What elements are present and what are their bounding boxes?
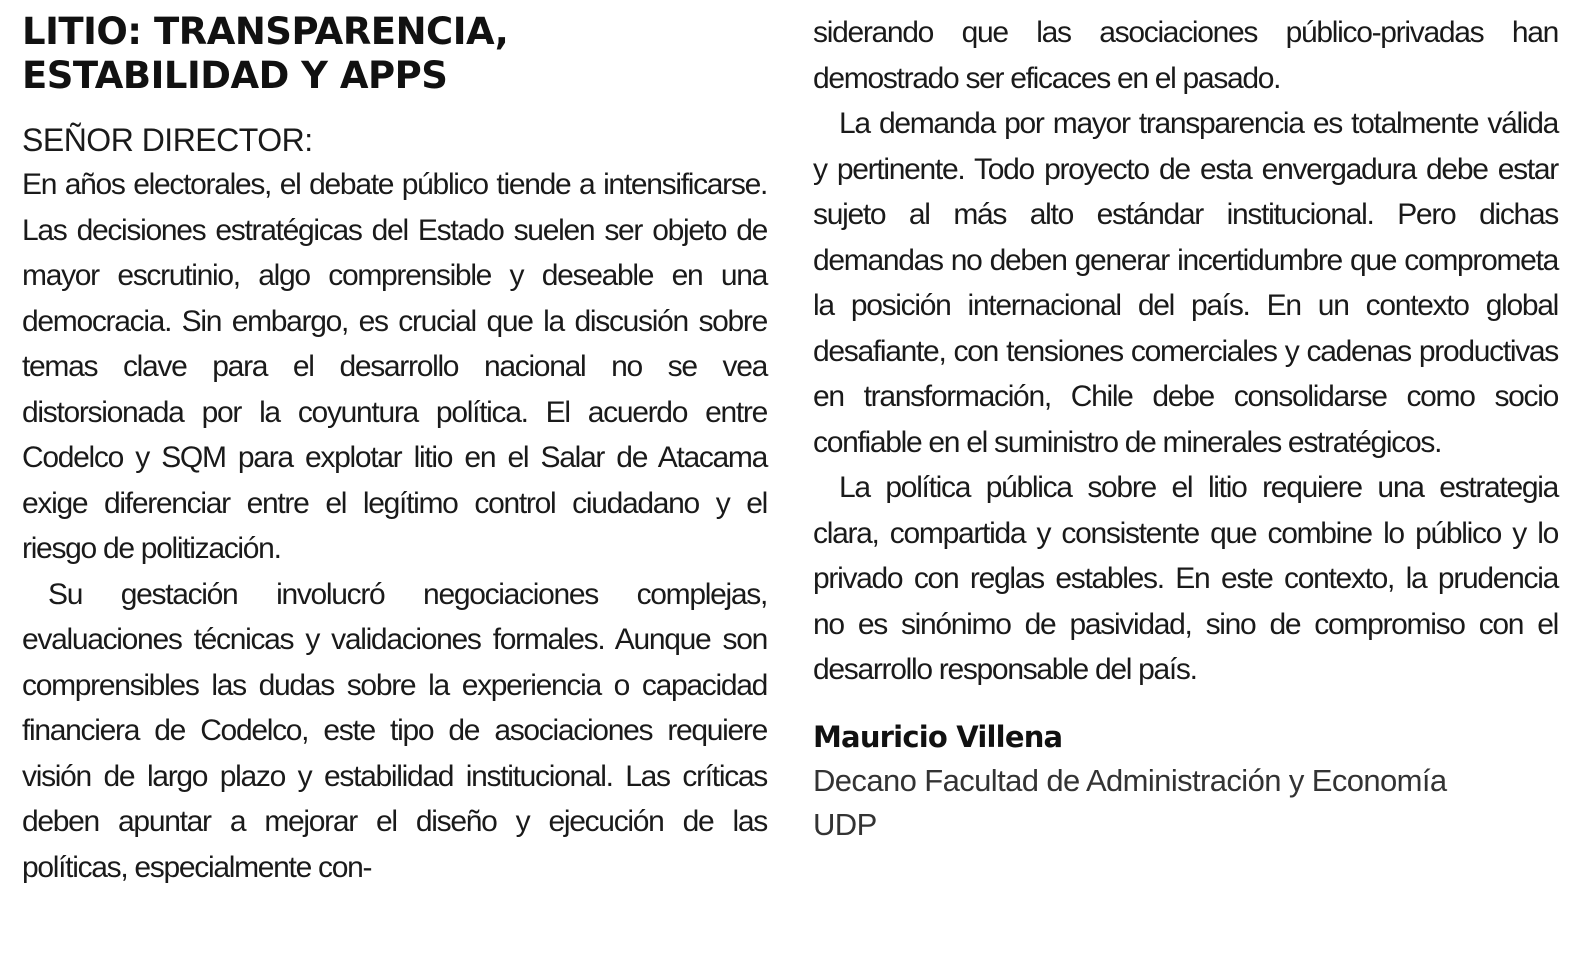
paragraph-1: En años electorales, el debate público tiende a intensificarse. Las decisiones estratégicas del Estado suelen ser objeto de mayor escrutinio, algo comprensible y deseable en una democracia. Sin embargo, es crucial que la discusión sobre temas clave para el desarrollo nacional no se vea distorsionada por la coyuntura política. El acuerdo entre Codelco y SQM para explotar litio en el Salar de Atacama exige diferenciar entre el legítimo control ciudadano y el riesgo de politización. — [22, 168, 767, 565]
author-name: Mauricio Villena — [813, 719, 1063, 754]
paragraph-4: La política pública sobre el litio requiere una estrategia clara, compartida y consistente que combine lo público y lo privado con reglas estables. En este contexto, la prudencia no es sinónimo de pasividad, sino de compromiso con el desarrollo responsable del país. — [813, 471, 1558, 686]
paragraph-2: Su gestación involucró negociaciones complejas, evaluaciones técnicas y validaciones formales. Aunque son comprensibles las dudas sobre la experiencia o capacidad financiera de Codelco, este tipo de asociaciones requiere visión de largo plazo y estabilidad institucional. Las críticas deben apuntar a mejorar el diseño y ejecución de las políticas, especialmente con- — [22, 577, 767, 884]
paragraph-3: La demanda por mayor transparencia es totalmente válida y pertinente. Todo proyecto de esta envergadura debe estar sujeto al más alto estándar institucional. Pero dichas demandas no deben generar incertidumbre que comprometa la posición internacional del país. En un contexto global desafiante, con tensiones comerciales y cadenas productivas en transformación, Chile debe consolidarse como socio confiable en el suministro de minerales estratégicos. — [813, 107, 1558, 459]
headline: LITIO: TRANSPARENCIA, ESTABILIDAD Y APPS — [22, 10, 509, 97]
author-institution: UDP — [813, 806, 877, 842]
right-column — [813, 10, 1558, 847]
left-column — [22, 10, 767, 890]
salutation: SEÑOR DIRECTOR: — [22, 122, 313, 158]
signature-block — [813, 715, 1558, 847]
paragraph-2-continued: siderando que las asociaciones público-privadas han demostrado ser eficaces en el pasado. — [813, 16, 1558, 95]
author-title: Decano Facultad de Administración y Economía — [813, 762, 1447, 798]
